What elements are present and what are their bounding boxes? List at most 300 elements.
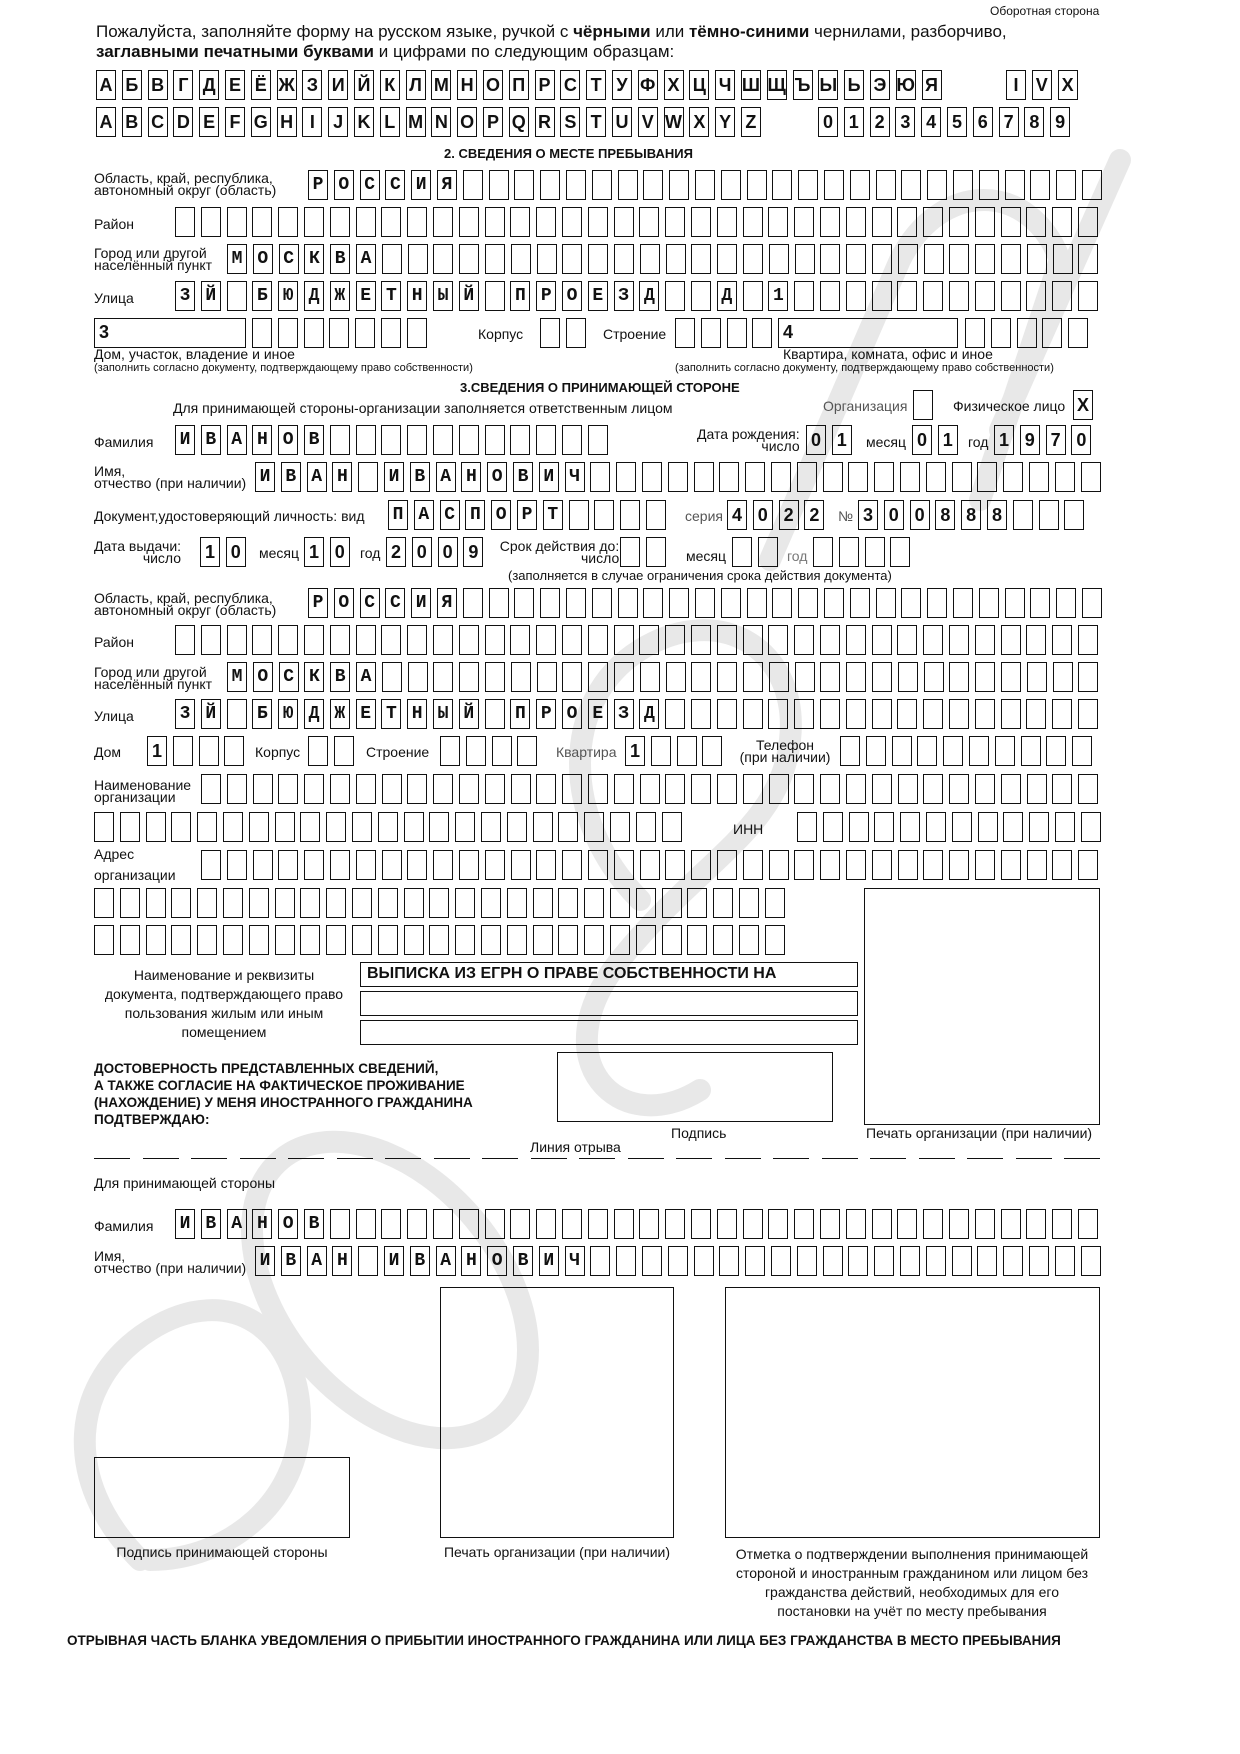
char-box[interactable] bbox=[610, 812, 630, 842]
char-box[interactable] bbox=[588, 662, 608, 692]
char-box[interactable] bbox=[872, 774, 892, 804]
char-box[interactable] bbox=[977, 1246, 997, 1276]
char-box[interactable] bbox=[666, 662, 686, 692]
char-box[interactable] bbox=[839, 537, 859, 567]
char-box[interactable] bbox=[669, 170, 689, 200]
char-box[interactable] bbox=[326, 925, 346, 955]
char-box[interactable] bbox=[459, 244, 479, 274]
char-box[interactable] bbox=[949, 244, 969, 274]
char-box[interactable] bbox=[923, 850, 943, 880]
char-box[interactable] bbox=[1056, 170, 1076, 200]
char-box[interactable] bbox=[562, 1209, 582, 1239]
char-box[interactable] bbox=[459, 662, 479, 692]
char-box[interactable] bbox=[485, 244, 505, 274]
char-box[interactable] bbox=[1078, 281, 1098, 311]
apartment-input[interactable]: 4 bbox=[778, 318, 958, 348]
char-box[interactable]: 1 bbox=[200, 537, 220, 567]
char-box[interactable] bbox=[1013, 500, 1033, 530]
char-box[interactable] bbox=[721, 170, 741, 200]
char-box[interactable] bbox=[820, 699, 840, 729]
char-box[interactable] bbox=[846, 625, 866, 655]
char-box[interactable] bbox=[592, 588, 612, 618]
char-box[interactable] bbox=[668, 1246, 688, 1276]
char-box[interactable] bbox=[923, 625, 943, 655]
char-box[interactable] bbox=[1026, 281, 1046, 311]
char-box[interactable] bbox=[694, 1246, 714, 1276]
char-box[interactable] bbox=[701, 318, 721, 348]
char-box[interactable] bbox=[433, 1209, 453, 1239]
char-box[interactable] bbox=[1068, 318, 1088, 348]
char-box[interactable] bbox=[1055, 1246, 1075, 1276]
char-box[interactable]: 1 bbox=[147, 736, 167, 766]
char-box[interactable] bbox=[614, 244, 634, 274]
char-box[interactable] bbox=[866, 736, 886, 766]
char-box[interactable] bbox=[965, 318, 985, 348]
char-box[interactable] bbox=[798, 170, 818, 200]
char-box[interactable] bbox=[969, 736, 989, 766]
char-box[interactable] bbox=[900, 812, 920, 842]
char-box[interactable] bbox=[642, 462, 662, 492]
char-box[interactable] bbox=[771, 1246, 791, 1276]
char-box[interactable] bbox=[794, 625, 814, 655]
char-box[interactable] bbox=[378, 888, 398, 918]
char-box[interactable] bbox=[562, 774, 582, 804]
char-box[interactable] bbox=[329, 318, 349, 348]
char-box[interactable] bbox=[872, 699, 892, 729]
char-box[interactable]: 9 bbox=[1020, 425, 1040, 455]
char-box[interactable] bbox=[356, 850, 376, 880]
char-box[interactable] bbox=[334, 736, 354, 766]
char-box[interactable] bbox=[511, 662, 531, 692]
char-box[interactable] bbox=[175, 207, 195, 237]
char-box[interactable] bbox=[146, 812, 166, 842]
char-box[interactable] bbox=[975, 662, 995, 692]
char-box[interactable] bbox=[429, 888, 449, 918]
char-box[interactable] bbox=[440, 736, 460, 766]
orgaddr-input-line3[interactable] bbox=[94, 925, 785, 955]
char-box[interactable] bbox=[252, 207, 272, 237]
series-input[interactable] bbox=[727, 500, 824, 530]
char-box[interactable] bbox=[171, 812, 191, 842]
char-box[interactable] bbox=[794, 207, 814, 237]
char-box[interactable] bbox=[874, 812, 894, 842]
char-box[interactable] bbox=[1056, 588, 1076, 618]
char-box[interactable] bbox=[1081, 1246, 1101, 1276]
char-box[interactable] bbox=[562, 207, 582, 237]
char-box[interactable] bbox=[201, 625, 221, 655]
char-box[interactable] bbox=[1027, 850, 1047, 880]
orgaddr-input-line2[interactable] bbox=[94, 888, 785, 918]
char-box[interactable] bbox=[642, 1246, 662, 1276]
char-box[interactable] bbox=[848, 462, 868, 492]
char-box[interactable] bbox=[614, 850, 634, 880]
char-box[interactable] bbox=[227, 625, 247, 655]
char-box[interactable] bbox=[898, 774, 918, 804]
char-box[interactable] bbox=[455, 812, 475, 842]
char-box[interactable] bbox=[975, 207, 995, 237]
char-box[interactable] bbox=[382, 774, 402, 804]
char-box[interactable] bbox=[197, 925, 217, 955]
doc-right-input-line1[interactable]: ВЫПИСКА ИЗ ЕГРН О ПРАВЕ СОБСТВЕННОСТИ НА bbox=[360, 962, 858, 987]
char-box[interactable] bbox=[94, 925, 114, 955]
char-box[interactable] bbox=[662, 888, 682, 918]
char-box[interactable] bbox=[616, 462, 636, 492]
char-box[interactable] bbox=[666, 244, 686, 274]
char-box[interactable] bbox=[249, 925, 269, 955]
char-box[interactable] bbox=[646, 537, 666, 567]
char-box[interactable] bbox=[743, 850, 763, 880]
char-box[interactable] bbox=[872, 662, 892, 692]
char-box[interactable] bbox=[717, 774, 737, 804]
char-box[interactable] bbox=[1005, 170, 1025, 200]
char-box[interactable] bbox=[995, 736, 1015, 766]
char-box[interactable] bbox=[1029, 812, 1049, 842]
char-box[interactable] bbox=[618, 170, 638, 200]
char-box[interactable] bbox=[381, 625, 401, 655]
char-box[interactable] bbox=[618, 588, 638, 618]
char-box[interactable] bbox=[702, 736, 722, 766]
char-box[interactable] bbox=[717, 850, 737, 880]
char-box[interactable] bbox=[404, 888, 424, 918]
char-box[interactable]: 2 bbox=[804, 500, 824, 530]
char-box[interactable] bbox=[820, 625, 840, 655]
char-box[interactable]: 2 bbox=[386, 537, 406, 567]
char-box[interactable] bbox=[382, 850, 402, 880]
char-box[interactable] bbox=[924, 662, 944, 692]
char-box[interactable] bbox=[330, 625, 350, 655]
char-box[interactable] bbox=[949, 1209, 969, 1239]
char-box[interactable] bbox=[433, 425, 453, 455]
char-box[interactable] bbox=[717, 662, 737, 692]
char-box[interactable] bbox=[584, 925, 604, 955]
char-box[interactable] bbox=[820, 244, 840, 274]
char-box[interactable] bbox=[926, 812, 946, 842]
char-box[interactable] bbox=[713, 888, 733, 918]
char-box[interactable] bbox=[953, 588, 973, 618]
char-box[interactable] bbox=[536, 425, 556, 455]
char-box[interactable] bbox=[223, 888, 243, 918]
char-box[interactable] bbox=[1081, 462, 1101, 492]
char-box[interactable] bbox=[1027, 244, 1047, 274]
char-box[interactable] bbox=[640, 662, 660, 692]
char-box[interactable] bbox=[975, 1209, 995, 1239]
char-box[interactable] bbox=[533, 925, 553, 955]
char-box[interactable] bbox=[892, 736, 912, 766]
char-box[interactable] bbox=[743, 774, 763, 804]
char-box[interactable] bbox=[687, 888, 707, 918]
char-box[interactable] bbox=[794, 774, 814, 804]
char-box[interactable] bbox=[1026, 699, 1046, 729]
char-box[interactable] bbox=[743, 662, 763, 692]
char-box[interactable] bbox=[201, 850, 221, 880]
char-box[interactable] bbox=[865, 537, 885, 567]
birth-month-input[interactable] bbox=[912, 425, 958, 455]
char-box[interactable] bbox=[533, 888, 553, 918]
char-box[interactable] bbox=[943, 736, 963, 766]
char-box[interactable] bbox=[408, 662, 428, 692]
char-box[interactable] bbox=[1072, 736, 1092, 766]
char-box[interactable] bbox=[797, 462, 817, 492]
char-box[interactable] bbox=[768, 1209, 788, 1239]
char-box[interactable] bbox=[94, 888, 114, 918]
char-box[interactable] bbox=[227, 774, 247, 804]
char-box[interactable] bbox=[952, 812, 972, 842]
char-box[interactable] bbox=[562, 244, 582, 274]
valid-month-input[interactable] bbox=[732, 537, 778, 567]
char-box[interactable] bbox=[330, 774, 350, 804]
char-box[interactable] bbox=[562, 850, 582, 880]
char-box[interactable] bbox=[588, 1209, 608, 1239]
char-box[interactable] bbox=[278, 318, 298, 348]
char-box[interactable] bbox=[588, 207, 608, 237]
char-box[interactable] bbox=[1001, 774, 1021, 804]
char-box[interactable] bbox=[455, 925, 475, 955]
char-box[interactable] bbox=[1078, 850, 1098, 880]
char-box[interactable] bbox=[537, 244, 557, 274]
char-box[interactable] bbox=[743, 207, 763, 237]
char-box[interactable] bbox=[691, 699, 711, 729]
char-box[interactable] bbox=[1026, 1209, 1046, 1239]
char-box[interactable] bbox=[923, 699, 943, 729]
char-box[interactable] bbox=[558, 812, 578, 842]
char-box[interactable] bbox=[872, 244, 892, 274]
char-box[interactable] bbox=[765, 925, 785, 955]
host-korpus-input[interactable] bbox=[308, 736, 354, 766]
doc-right-input-line3[interactable] bbox=[360, 1020, 858, 1045]
char-box[interactable] bbox=[846, 662, 866, 692]
char-box[interactable] bbox=[1001, 699, 1021, 729]
char-box[interactable] bbox=[459, 1209, 479, 1239]
char-box[interactable] bbox=[846, 1209, 866, 1239]
char-box[interactable] bbox=[713, 925, 733, 955]
char-box[interactable] bbox=[275, 812, 295, 842]
char-box[interactable] bbox=[721, 588, 741, 618]
orgname-input-line2[interactable] bbox=[94, 812, 682, 842]
char-box[interactable] bbox=[876, 170, 896, 200]
char-box[interactable] bbox=[223, 812, 243, 842]
char-box[interactable]: 0 bbox=[1071, 425, 1091, 455]
char-box[interactable] bbox=[485, 1209, 505, 1239]
char-box[interactable] bbox=[1029, 462, 1049, 492]
char-box[interactable] bbox=[511, 850, 531, 880]
char-box[interactable] bbox=[745, 1246, 765, 1276]
char-box[interactable] bbox=[1021, 736, 1041, 766]
char-box[interactable] bbox=[794, 850, 814, 880]
char-box[interactable] bbox=[459, 774, 479, 804]
char-box[interactable] bbox=[510, 625, 530, 655]
char-box[interactable]: 8 bbox=[961, 500, 981, 530]
char-box[interactable] bbox=[876, 588, 896, 618]
char-box[interactable] bbox=[485, 425, 505, 455]
char-box[interactable] bbox=[252, 318, 272, 348]
char-box[interactable] bbox=[975, 244, 995, 274]
char-box[interactable]: 0 bbox=[753, 500, 773, 530]
char-box[interactable] bbox=[1029, 1246, 1049, 1276]
char-box[interactable] bbox=[275, 888, 295, 918]
char-box[interactable] bbox=[540, 588, 560, 618]
char-box[interactable] bbox=[510, 425, 530, 455]
char-box[interactable] bbox=[927, 588, 947, 618]
char-box[interactable] bbox=[820, 850, 840, 880]
char-box[interactable] bbox=[485, 207, 505, 237]
char-box[interactable] bbox=[584, 812, 604, 842]
char-box[interactable] bbox=[665, 207, 685, 237]
char-box[interactable] bbox=[558, 888, 578, 918]
char-box[interactable] bbox=[823, 812, 843, 842]
char-box[interactable] bbox=[227, 850, 247, 880]
char-box[interactable] bbox=[197, 888, 217, 918]
char-box[interactable] bbox=[695, 588, 715, 618]
char-box[interactable] bbox=[610, 888, 630, 918]
char-box[interactable] bbox=[952, 1246, 972, 1276]
char-box[interactable] bbox=[407, 207, 427, 237]
char-box[interactable] bbox=[588, 425, 608, 455]
char-box[interactable] bbox=[249, 888, 269, 918]
char-box[interactable] bbox=[639, 1209, 659, 1239]
char-box[interactable] bbox=[643, 588, 663, 618]
char-box[interactable] bbox=[743, 625, 763, 655]
char-box[interactable] bbox=[732, 537, 752, 567]
char-box[interactable] bbox=[536, 625, 556, 655]
char-box[interactable] bbox=[768, 207, 788, 237]
char-box[interactable] bbox=[1027, 662, 1047, 692]
char-box[interactable] bbox=[407, 425, 427, 455]
char-box[interactable] bbox=[536, 1209, 556, 1239]
char-box[interactable] bbox=[352, 925, 372, 955]
char-box[interactable] bbox=[949, 774, 969, 804]
char-box[interactable] bbox=[668, 462, 688, 492]
char-box[interactable] bbox=[485, 850, 505, 880]
char-box[interactable] bbox=[378, 925, 398, 955]
char-box[interactable] bbox=[897, 625, 917, 655]
char-box[interactable] bbox=[643, 170, 663, 200]
char-box[interactable] bbox=[536, 774, 556, 804]
char-box[interactable] bbox=[1003, 462, 1023, 492]
char-box[interactable] bbox=[675, 318, 695, 348]
char-box[interactable] bbox=[1001, 662, 1021, 692]
char-box[interactable] bbox=[249, 812, 269, 842]
char-box[interactable] bbox=[537, 662, 557, 692]
char-box[interactable] bbox=[897, 1209, 917, 1239]
char-box[interactable] bbox=[584, 888, 604, 918]
char-box[interactable] bbox=[1078, 699, 1098, 729]
person-checkbox[interactable]: X bbox=[1073, 390, 1093, 420]
char-box[interactable] bbox=[201, 207, 221, 237]
char-box[interactable] bbox=[978, 812, 998, 842]
char-box[interactable] bbox=[1082, 588, 1102, 618]
char-box[interactable] bbox=[1003, 1246, 1023, 1276]
char-box[interactable] bbox=[768, 699, 788, 729]
char-box[interactable] bbox=[743, 1209, 763, 1239]
char-box[interactable] bbox=[1039, 500, 1059, 530]
char-box[interactable] bbox=[429, 925, 449, 955]
char-box[interactable] bbox=[691, 244, 711, 274]
char-box[interactable] bbox=[171, 925, 191, 955]
char-box[interactable] bbox=[820, 207, 840, 237]
char-box[interactable] bbox=[1055, 462, 1075, 492]
char-box[interactable] bbox=[769, 774, 789, 804]
char-box[interactable] bbox=[459, 425, 479, 455]
char-box[interactable] bbox=[651, 736, 671, 766]
host-apartment-input[interactable] bbox=[625, 736, 722, 766]
char-box[interactable] bbox=[640, 244, 660, 274]
char-box[interactable] bbox=[975, 699, 995, 729]
char-box[interactable] bbox=[849, 812, 869, 842]
char-box[interactable]: 1 bbox=[625, 736, 645, 766]
char-box[interactable] bbox=[872, 625, 892, 655]
char-box[interactable] bbox=[846, 699, 866, 729]
char-box[interactable] bbox=[433, 207, 453, 237]
char-box[interactable] bbox=[588, 850, 608, 880]
char-box[interactable] bbox=[719, 1246, 739, 1276]
char-box[interactable]: 4 bbox=[727, 500, 747, 530]
char-box[interactable] bbox=[407, 774, 427, 804]
char-box[interactable] bbox=[743, 244, 763, 274]
char-box[interactable] bbox=[455, 888, 475, 918]
char-box[interactable]: 0 bbox=[806, 425, 826, 455]
char-box[interactable] bbox=[173, 736, 193, 766]
char-box[interactable] bbox=[304, 318, 324, 348]
orgaddr-input[interactable] bbox=[201, 850, 1098, 880]
char-box[interactable] bbox=[636, 888, 656, 918]
char-box[interactable]: 0 bbox=[412, 537, 432, 567]
char-box[interactable] bbox=[975, 625, 995, 655]
char-box[interactable] bbox=[536, 850, 556, 880]
char-box[interactable] bbox=[636, 812, 656, 842]
char-box[interactable] bbox=[840, 736, 860, 766]
char-box[interactable] bbox=[614, 1209, 634, 1239]
char-box[interactable] bbox=[1052, 774, 1072, 804]
char-box[interactable] bbox=[146, 888, 166, 918]
char-box[interactable] bbox=[566, 588, 586, 618]
char-box[interactable] bbox=[1001, 850, 1021, 880]
char-box[interactable] bbox=[514, 170, 534, 200]
char-box[interactable] bbox=[278, 207, 298, 237]
char-box[interactable] bbox=[588, 774, 608, 804]
char-box[interactable] bbox=[752, 318, 772, 348]
char-box[interactable] bbox=[492, 736, 512, 766]
char-box[interactable] bbox=[1052, 281, 1072, 311]
char-box[interactable] bbox=[562, 425, 582, 455]
char-box[interactable] bbox=[669, 588, 689, 618]
org-stamp-box[interactable] bbox=[864, 888, 1100, 1125]
char-box[interactable] bbox=[769, 244, 789, 274]
char-box[interactable] bbox=[898, 244, 918, 274]
char-box[interactable] bbox=[120, 925, 140, 955]
char-box[interactable] bbox=[1026, 207, 1046, 237]
char-box[interactable] bbox=[224, 736, 244, 766]
char-box[interactable] bbox=[485, 662, 505, 692]
char-box[interactable] bbox=[1078, 207, 1098, 237]
char-box[interactable] bbox=[794, 699, 814, 729]
char-box[interactable] bbox=[846, 244, 866, 274]
issue-day-input[interactable] bbox=[200, 537, 246, 567]
char-box[interactable] bbox=[1001, 1209, 1021, 1239]
char-box[interactable] bbox=[927, 170, 947, 200]
char-box[interactable] bbox=[1078, 625, 1098, 655]
char-box[interactable] bbox=[949, 207, 969, 237]
char-box[interactable] bbox=[485, 774, 505, 804]
char-box[interactable] bbox=[665, 625, 685, 655]
char-box[interactable] bbox=[949, 625, 969, 655]
char-box[interactable] bbox=[223, 925, 243, 955]
registration-mark-box[interactable] bbox=[725, 1287, 1100, 1538]
char-box[interactable] bbox=[975, 281, 995, 311]
char-box[interactable] bbox=[917, 736, 937, 766]
char-box[interactable] bbox=[949, 281, 969, 311]
char-box[interactable] bbox=[540, 170, 560, 200]
char-box[interactable] bbox=[610, 925, 630, 955]
